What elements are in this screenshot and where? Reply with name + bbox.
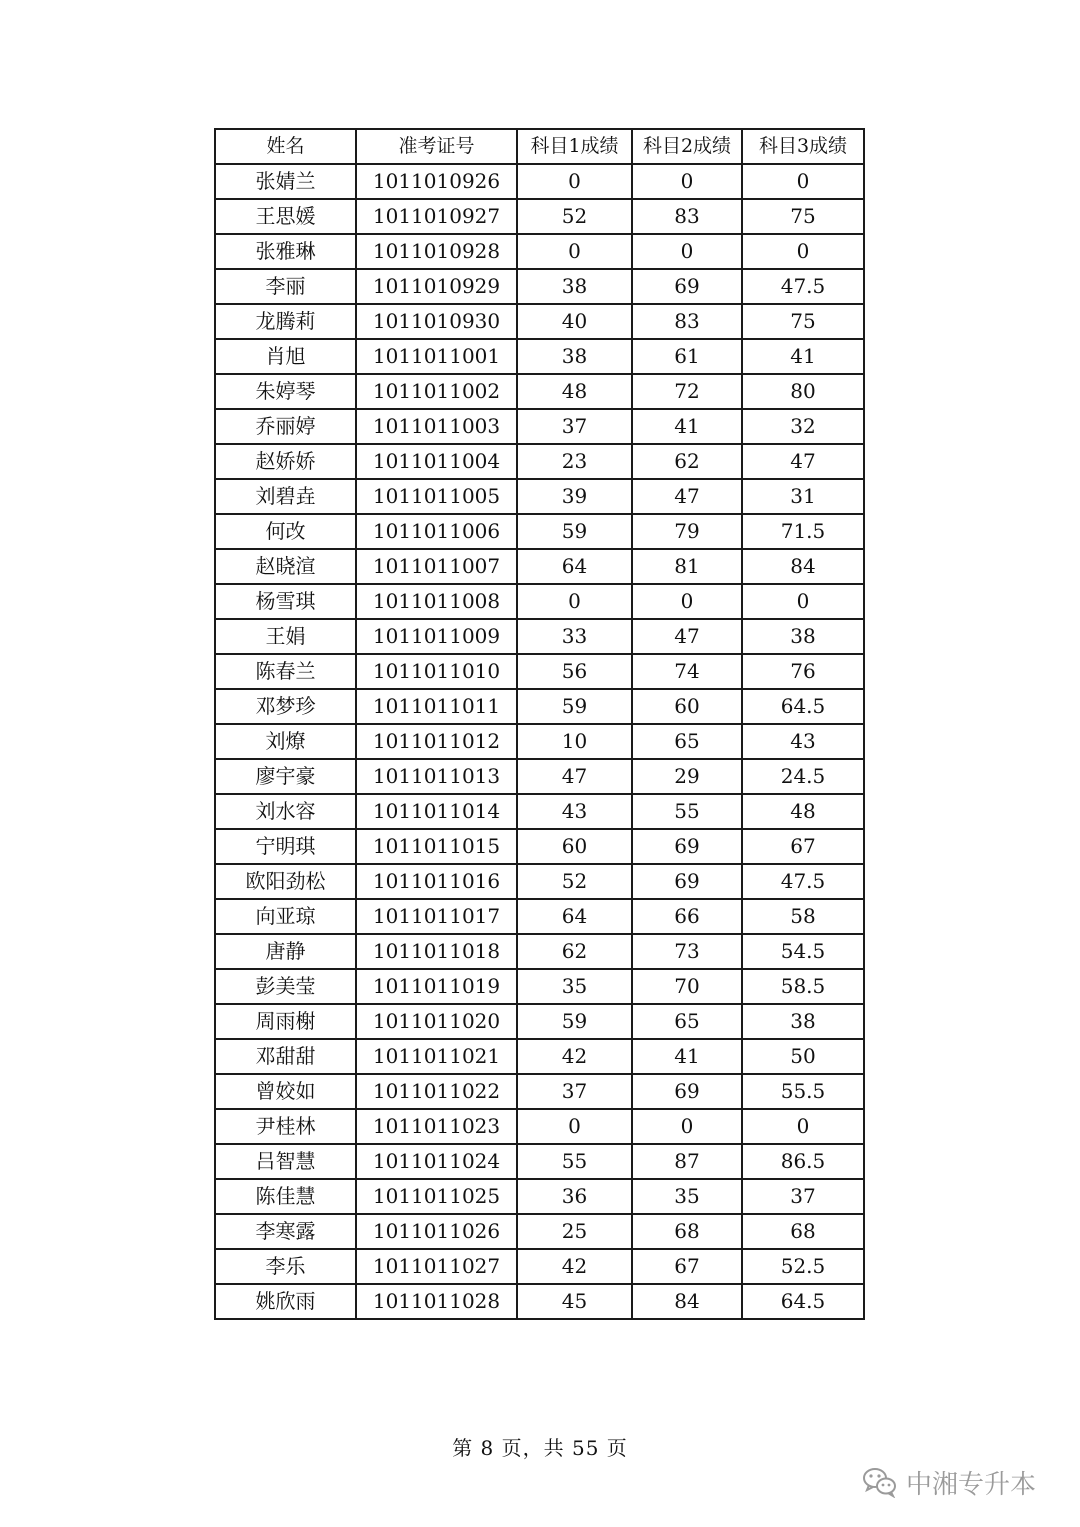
- cell-subject3-score: 54.5: [742, 934, 864, 969]
- cell-exam-id: 1011011022: [356, 1074, 517, 1109]
- cell-exam-id: 1011011018: [356, 934, 517, 969]
- table-row: [215, 619, 864, 654]
- cell-subject1-score: 55: [517, 1144, 632, 1179]
- cell-subject1-score: 52: [517, 864, 632, 899]
- table-row: [215, 1074, 864, 1109]
- cell-subject3-score: 58.5: [742, 969, 864, 1004]
- cell-subject1-score: 33: [517, 619, 632, 654]
- cell-subject1-score: 42: [517, 1249, 632, 1284]
- cell-name: 朱婷琴: [215, 374, 356, 409]
- cell-exam-id: 1011011021: [356, 1039, 517, 1074]
- cell-name: 王思媛: [215, 199, 356, 234]
- cell-subject2-score: 55: [632, 794, 742, 829]
- cell-name: 王娟: [215, 619, 356, 654]
- cell-subject2-score: 83: [632, 304, 742, 339]
- cell-subject2-score: 65: [632, 1004, 742, 1039]
- cell-subject1-score: 36: [517, 1179, 632, 1214]
- cell-exam-id: 1011011027: [356, 1249, 517, 1284]
- cell-subject3-score: 86.5: [742, 1144, 864, 1179]
- table-row: [215, 164, 864, 199]
- cell-exam-id: 1011011025: [356, 1179, 517, 1214]
- cell-subject1-score: 38: [517, 339, 632, 374]
- cell-name: 何改: [215, 514, 356, 549]
- cell-subject2-score: 68: [632, 1214, 742, 1249]
- cell-subject2-score: 41: [632, 409, 742, 444]
- table-row: [215, 689, 864, 724]
- cell-subject2-score: 29: [632, 759, 742, 794]
- table-row: [215, 1109, 864, 1144]
- table-row: [215, 199, 864, 234]
- cell-exam-id: 1011011004: [356, 444, 517, 479]
- cell-exam-id: 1011011020: [356, 1004, 517, 1039]
- cell-subject1-score: 10: [517, 724, 632, 759]
- cell-name: 曾姣如: [215, 1074, 356, 1109]
- table-row: [215, 1214, 864, 1249]
- cell-subject1-score: 48: [517, 374, 632, 409]
- cell-subject1-score: 0: [517, 164, 632, 199]
- cell-name: 龙腾莉: [215, 304, 356, 339]
- table-row: [215, 1144, 864, 1179]
- cell-name: 张婧兰: [215, 164, 356, 199]
- table-row: [215, 1179, 864, 1214]
- cell-name: 陈佳慧: [215, 1179, 356, 1214]
- cell-exam-id: 1011010928: [356, 234, 517, 269]
- cell-exam-id: 1011011009: [356, 619, 517, 654]
- cell-name: 李寒露: [215, 1214, 356, 1249]
- cell-subject1-score: 42: [517, 1039, 632, 1074]
- cell-subject3-score: 68: [742, 1214, 864, 1249]
- table-row: [215, 934, 864, 969]
- cell-exam-id: 1011011023: [356, 1109, 517, 1144]
- table-row: [215, 829, 864, 864]
- cell-subject3-score: 64.5: [742, 1284, 864, 1319]
- cell-name: 周雨榭: [215, 1004, 356, 1039]
- watermark: [862, 1462, 1036, 1502]
- cell-subject3-score: 47.5: [742, 269, 864, 304]
- cell-exam-id: 1011011011: [356, 689, 517, 724]
- cell-subject2-score: 60: [632, 689, 742, 724]
- wechat-icon: [862, 1466, 898, 1498]
- cell-subject3-score: 0: [742, 1109, 864, 1144]
- cell-subject1-score: 37: [517, 1074, 632, 1109]
- cell-subject3-score: 48: [742, 794, 864, 829]
- cell-subject1-score: 64: [517, 549, 632, 584]
- cell-subject2-score: 0: [632, 234, 742, 269]
- cell-exam-id: 1011011008: [356, 584, 517, 619]
- cell-subject2-score: 69: [632, 864, 742, 899]
- table-row: [215, 584, 864, 619]
- table-row: [215, 339, 864, 374]
- cell-subject2-score: 47: [632, 619, 742, 654]
- cell-name: 李丽: [215, 269, 356, 304]
- cell-name: 刘水容: [215, 794, 356, 829]
- table-row: [215, 969, 864, 1004]
- cell-subject2-score: 74: [632, 654, 742, 689]
- cell-subject2-score: 67: [632, 1249, 742, 1284]
- cell-subject3-score: 75: [742, 304, 864, 339]
- cell-subject2-score: 72: [632, 374, 742, 409]
- page-number: 第 8 页，共 55 页: [452, 1436, 628, 1460]
- cell-subject2-score: 0: [632, 1109, 742, 1144]
- cell-subject2-score: 70: [632, 969, 742, 1004]
- cell-subject1-score: 39: [517, 479, 632, 514]
- cell-subject3-score: 32: [742, 409, 864, 444]
- cell-exam-id: 1011010927: [356, 199, 517, 234]
- cell-subject2-score: 69: [632, 829, 742, 864]
- table-row: [215, 269, 864, 304]
- cell-subject1-score: 0: [517, 584, 632, 619]
- cell-exam-id: 1011011002: [356, 374, 517, 409]
- cell-name: 唐静: [215, 934, 356, 969]
- cell-subject3-score: 55.5: [742, 1074, 864, 1109]
- table-row: [215, 1039, 864, 1074]
- cell-name: 赵娇娇: [215, 444, 356, 479]
- cell-exam-id: 1011011010: [356, 654, 517, 689]
- cell-subject2-score: 62: [632, 444, 742, 479]
- cell-name: 吕智慧: [215, 1144, 356, 1179]
- cell-name: 刘燎: [215, 724, 356, 759]
- header-subject2-score: 科目2成绩: [632, 129, 742, 164]
- table-row: [215, 409, 864, 444]
- cell-subject2-score: 83: [632, 199, 742, 234]
- table-body: [215, 164, 864, 1319]
- cell-subject3-score: 84: [742, 549, 864, 584]
- cell-subject3-score: 38: [742, 619, 864, 654]
- cell-subject2-score: 65: [632, 724, 742, 759]
- cell-exam-id: 1011011015: [356, 829, 517, 864]
- cell-name: 乔丽婷: [215, 409, 356, 444]
- cell-subject3-score: 41: [742, 339, 864, 374]
- cell-name: 陈春兰: [215, 654, 356, 689]
- table-row: [215, 1004, 864, 1039]
- cell-subject2-score: 84: [632, 1284, 742, 1319]
- cell-subject3-score: 31: [742, 479, 864, 514]
- header-subject3-score: 科目3成绩: [742, 129, 864, 164]
- cell-subject3-score: 71.5: [742, 514, 864, 549]
- cell-name: 向亚琼: [215, 899, 356, 934]
- cell-name: 欧阳劲松: [215, 864, 356, 899]
- table-row: [215, 759, 864, 794]
- cell-subject1-score: 0: [517, 234, 632, 269]
- header-name: 姓名: [215, 129, 356, 164]
- cell-name: 刘碧垚: [215, 479, 356, 514]
- cell-name: 姚欣雨: [215, 1284, 356, 1319]
- cell-subject2-score: 61: [632, 339, 742, 374]
- cell-exam-id: 1011010926: [356, 164, 517, 199]
- cell-subject1-score: 35: [517, 969, 632, 1004]
- watermark-text: 中湘专升本: [906, 1469, 1037, 1500]
- table-row: [215, 899, 864, 934]
- table-header-row: [215, 129, 864, 164]
- table-row: [215, 549, 864, 584]
- cell-subject3-score: 38: [742, 1004, 864, 1039]
- cell-subject3-score: 76: [742, 654, 864, 689]
- cell-subject3-score: 67: [742, 829, 864, 864]
- cell-subject2-score: 66: [632, 899, 742, 934]
- cell-subject1-score: 59: [517, 1004, 632, 1039]
- table-row: [215, 234, 864, 269]
- cell-exam-id: 1011010929: [356, 269, 517, 304]
- cell-subject2-score: 47: [632, 479, 742, 514]
- cell-name: 邓甜甜: [215, 1039, 356, 1074]
- table-row: [215, 514, 864, 549]
- cell-name: 宁明琪: [215, 829, 356, 864]
- cell-exam-id: 1011011003: [356, 409, 517, 444]
- table-row: [215, 374, 864, 409]
- table-row: [215, 724, 864, 759]
- cell-subject1-score: 52: [517, 199, 632, 234]
- cell-subject3-score: 75: [742, 199, 864, 234]
- cell-exam-id: 1011011019: [356, 969, 517, 1004]
- cell-subject3-score: 0: [742, 584, 864, 619]
- cell-subject2-score: 87: [632, 1144, 742, 1179]
- cell-subject3-score: 24.5: [742, 759, 864, 794]
- cell-subject1-score: 62: [517, 934, 632, 969]
- cell-subject1-score: 47: [517, 759, 632, 794]
- cell-name: 赵晓渲: [215, 549, 356, 584]
- cell-subject2-score: 41: [632, 1039, 742, 1074]
- cell-exam-id: 1011011028: [356, 1284, 517, 1319]
- cell-subject1-score: 37: [517, 409, 632, 444]
- cell-exam-id: 1011011014: [356, 794, 517, 829]
- cell-subject3-score: 50: [742, 1039, 864, 1074]
- cell-exam-id: 1011011001: [356, 339, 517, 374]
- cell-subject3-score: 58: [742, 899, 864, 934]
- cell-subject2-score: 35: [632, 1179, 742, 1214]
- cell-subject1-score: 45: [517, 1284, 632, 1319]
- table-row: [215, 304, 864, 339]
- cell-exam-id: 1011011024: [356, 1144, 517, 1179]
- table-row: [215, 654, 864, 689]
- cell-subject1-score: 59: [517, 514, 632, 549]
- cell-exam-id: 1011011016: [356, 864, 517, 899]
- cell-subject2-score: 73: [632, 934, 742, 969]
- cell-subject1-score: 43: [517, 794, 632, 829]
- cell-subject3-score: 52.5: [742, 1249, 864, 1284]
- cell-subject1-score: 60: [517, 829, 632, 864]
- cell-subject1-score: 23: [517, 444, 632, 479]
- cell-subject2-score: 69: [632, 269, 742, 304]
- cell-name: 杨雪琪: [215, 584, 356, 619]
- cell-subject1-score: 38: [517, 269, 632, 304]
- cell-subject2-score: 69: [632, 1074, 742, 1109]
- cell-exam-id: 1011011026: [356, 1214, 517, 1249]
- table-row: [215, 479, 864, 514]
- cell-subject3-score: 80: [742, 374, 864, 409]
- cell-subject2-score: 81: [632, 549, 742, 584]
- header-exam-id: 准考证号: [356, 129, 517, 164]
- cell-subject3-score: 47: [742, 444, 864, 479]
- cell-subject2-score: 0: [632, 584, 742, 619]
- table-row: [215, 444, 864, 479]
- cell-exam-id: 1011011005: [356, 479, 517, 514]
- cell-name: 尹桂林: [215, 1109, 356, 1144]
- cell-name: 张雅琳: [215, 234, 356, 269]
- cell-name: 肖旭: [215, 339, 356, 374]
- table-row: [215, 864, 864, 899]
- cell-name: 邓梦珍: [215, 689, 356, 724]
- cell-subject1-score: 59: [517, 689, 632, 724]
- cell-name: 彭美莹: [215, 969, 356, 1004]
- cell-exam-id: 1011010930: [356, 304, 517, 339]
- cell-exam-id: 1011011013: [356, 759, 517, 794]
- cell-subject3-score: 0: [742, 234, 864, 269]
- cell-subject3-score: 64.5: [742, 689, 864, 724]
- cell-exam-id: 1011011012: [356, 724, 517, 759]
- cell-subject1-score: 56: [517, 654, 632, 689]
- table-row: [215, 794, 864, 829]
- cell-exam-id: 1011011007: [356, 549, 517, 584]
- table-row: [215, 1284, 864, 1319]
- cell-subject3-score: 43: [742, 724, 864, 759]
- cell-subject1-score: 25: [517, 1214, 632, 1249]
- cell-name: 李乐: [215, 1249, 356, 1284]
- cell-subject3-score: 47.5: [742, 864, 864, 899]
- cell-subject1-score: 0: [517, 1109, 632, 1144]
- cell-subject3-score: 37: [742, 1179, 864, 1214]
- cell-name: 廖宇豪: [215, 759, 356, 794]
- cell-subject2-score: 79: [632, 514, 742, 549]
- table-row: [215, 1249, 864, 1284]
- cell-subject3-score: 0: [742, 164, 864, 199]
- cell-exam-id: 1011011017: [356, 899, 517, 934]
- cell-exam-id: 1011011006: [356, 514, 517, 549]
- score-table: [214, 128, 865, 1320]
- cell-subject1-score: 64: [517, 899, 632, 934]
- cell-subject2-score: 0: [632, 164, 742, 199]
- cell-subject1-score: 40: [517, 304, 632, 339]
- header-subject1-score: 科目1成绩: [517, 129, 632, 164]
